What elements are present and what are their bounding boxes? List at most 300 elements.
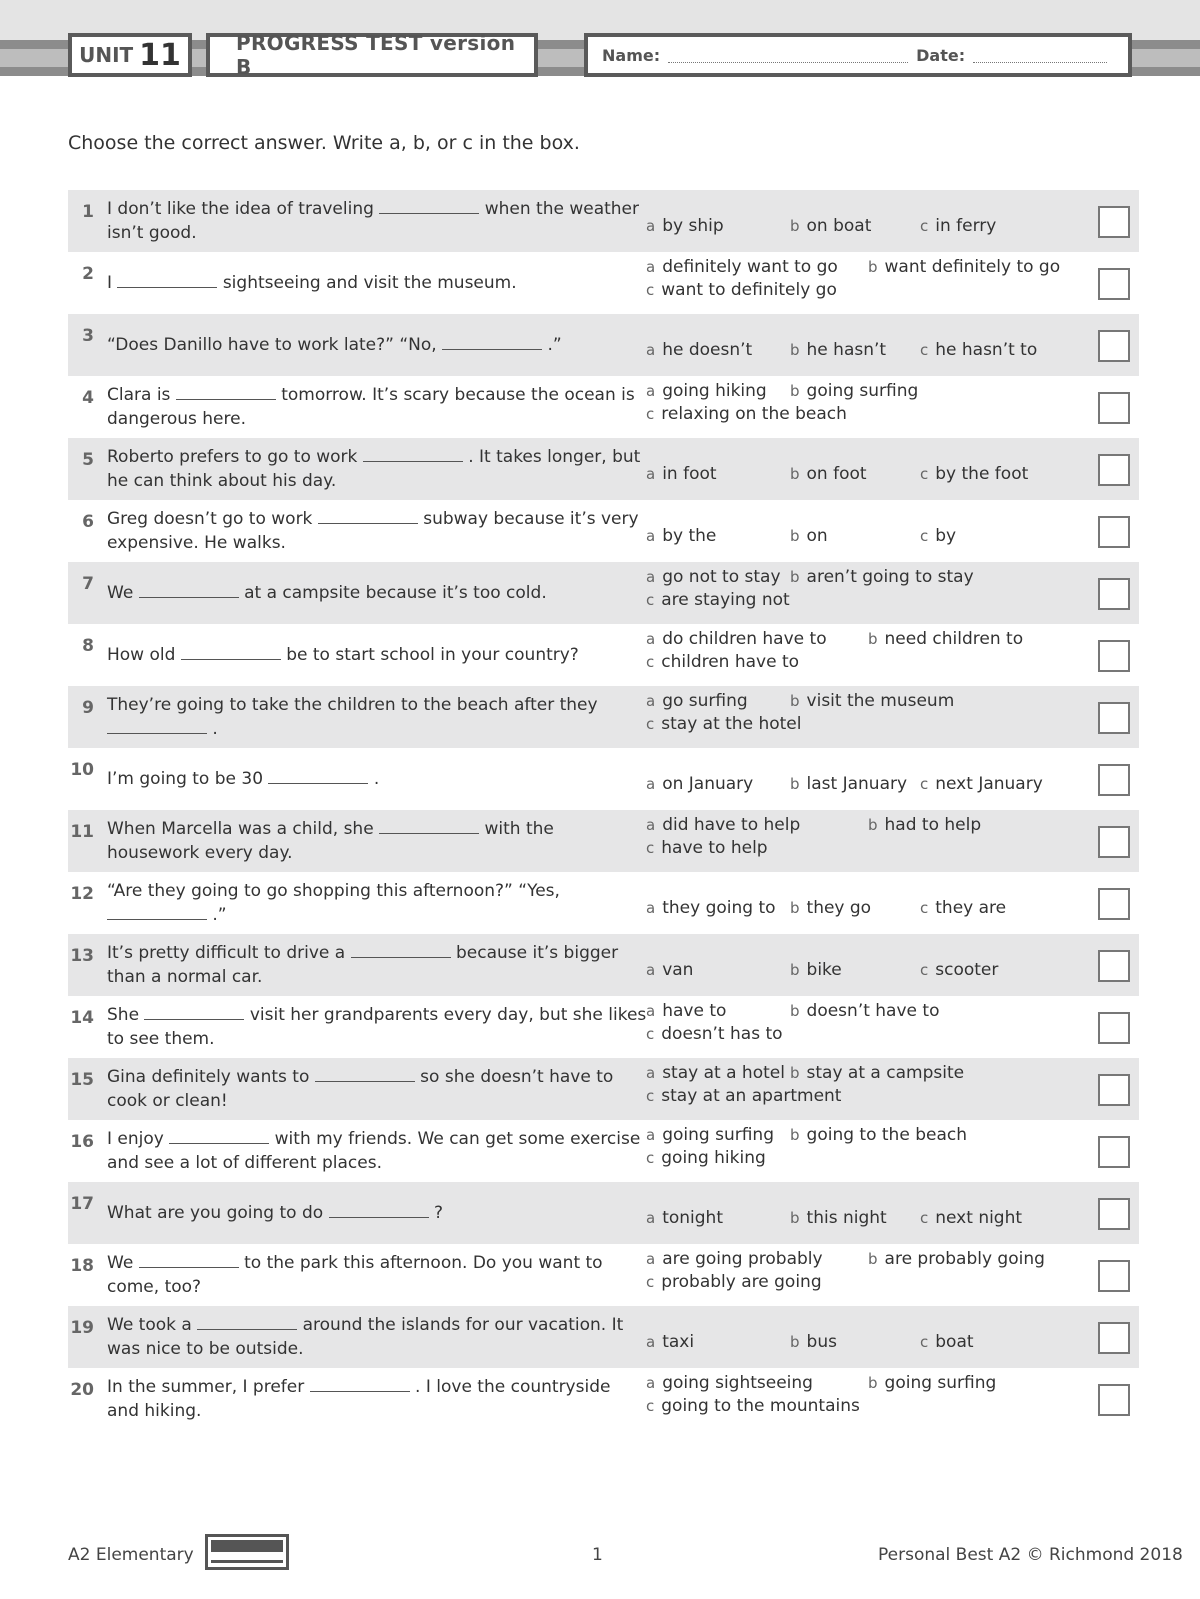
answer-blank	[139, 583, 239, 598]
question-row	[68, 872, 1139, 934]
option-a	[646, 960, 693, 980]
option-a	[646, 257, 838, 277]
option-letter: c	[646, 1025, 655, 1043]
question-row	[68, 624, 1139, 686]
option-letter: c	[920, 899, 929, 917]
question-number: 15	[70, 1070, 94, 1090]
option-letter: a	[646, 775, 656, 793]
option-text: by the foot	[935, 464, 1029, 484]
question-text-after: with the housework every day.	[107, 819, 554, 863]
option-letter: c	[920, 1333, 929, 1351]
option-text: going surfing	[806, 381, 919, 401]
option-text: he hasn’t to	[935, 340, 1038, 360]
question-number: 6	[82, 512, 94, 532]
answer-blank	[268, 769, 368, 784]
option-text: by ship	[662, 216, 724, 236]
option-text: relaxing on the beach	[661, 404, 847, 424]
question-text-after: sightseeing and visit the museum.	[222, 273, 517, 293]
answer-blank	[363, 447, 463, 462]
option-letter: c	[920, 961, 929, 979]
option-b	[790, 898, 871, 918]
question-row	[68, 1182, 1139, 1244]
option-letter: b	[868, 258, 878, 276]
option-b	[790, 526, 828, 546]
question-text	[107, 271, 647, 295]
name-label: Name:	[602, 45, 661, 65]
option-text: are staying not	[661, 590, 790, 610]
option-b	[790, 960, 842, 980]
option-text: last January	[806, 774, 908, 794]
question-number: 16	[70, 1132, 94, 1152]
answer-box[interactable]	[1098, 1012, 1130, 1044]
question-number: 17	[70, 1194, 94, 1214]
question-number: 14	[70, 1008, 94, 1028]
answer-box[interactable]	[1098, 1322, 1130, 1354]
option-b	[790, 381, 918, 401]
question-text-before: We	[107, 1253, 134, 1273]
option-text: going to the beach	[806, 1125, 967, 1145]
option-b	[790, 1063, 964, 1083]
question-text-before: Roberto prefers to go to work	[107, 447, 358, 467]
answer-blank	[379, 819, 479, 834]
question-text	[107, 941, 647, 989]
option-letter: a	[646, 630, 656, 648]
question-row	[68, 810, 1139, 872]
question-text-after: at a campsite because it’s too cold.	[244, 583, 547, 603]
answer-box[interactable]	[1098, 1198, 1130, 1230]
option-text: want to definitely go	[661, 280, 837, 300]
option-text: by	[935, 526, 957, 546]
option-text: on boat	[806, 216, 872, 236]
question-text	[107, 693, 647, 741]
option-letter: a	[646, 816, 656, 834]
option-text: next night	[935, 1208, 1023, 1228]
question-text-before: “Are they going to go shopping this afternoon?” “Yes,	[107, 881, 560, 901]
answer-blank	[107, 719, 207, 734]
option-text: they going to	[662, 898, 776, 918]
option-letter: b	[790, 1333, 800, 1351]
option-b	[790, 1001, 939, 1021]
question-text-before: When Marcella was a child, she	[107, 819, 374, 839]
option-letter: a	[646, 341, 656, 359]
answer-box[interactable]	[1098, 1260, 1130, 1292]
answer-box[interactable]	[1098, 1136, 1130, 1168]
question-text-before: I don’t like the idea of traveling	[107, 199, 374, 219]
option-text: have to help	[661, 838, 768, 858]
question-number: 5	[82, 450, 94, 470]
question-text-after: visit her grandparents every day, but she likes to see them.	[107, 1005, 647, 1049]
answer-blank	[351, 943, 451, 958]
option-c	[920, 898, 1006, 918]
question-text-before: It’s pretty difficult to drive a	[107, 943, 346, 963]
footer-level: A2 Elementary	[68, 1545, 194, 1565]
option-text: taxi	[662, 1332, 695, 1352]
question-text-before: Greg doesn’t go to work	[107, 509, 313, 529]
option-c	[920, 960, 998, 980]
option-letter: a	[646, 1333, 656, 1351]
question-number: 7	[82, 574, 94, 594]
question-text-before: I	[107, 273, 113, 293]
option-letter: c	[920, 217, 929, 235]
option-text: on January	[662, 774, 754, 794]
question-text-after: . I love the countryside and hiking.	[107, 1377, 611, 1421]
option-a	[646, 1332, 694, 1352]
option-b	[868, 257, 1060, 277]
question-text-before: I enjoy	[107, 1129, 164, 1149]
question-row	[68, 686, 1139, 748]
footer-copyright: Personal Best A2 © Richmond 2018	[878, 1545, 1183, 1565]
question-text-after: so she doesn’t have to cook or clean!	[107, 1067, 614, 1111]
question-text-after: with my friends. We can get some exercise and see a lot of different places.	[107, 1129, 641, 1173]
option-text: scooter	[935, 960, 999, 980]
question-text	[107, 1201, 647, 1225]
option-b	[868, 1373, 996, 1393]
option-a	[646, 1125, 774, 1145]
answer-box[interactable]	[1098, 826, 1130, 858]
question-text-after: . It takes longer, but he can think about his day.	[107, 447, 641, 491]
option-letter: c	[646, 715, 655, 733]
option-a	[646, 898, 776, 918]
option-b	[790, 1125, 967, 1145]
option-text: aren’t going to stay	[806, 567, 974, 587]
answer-blank	[181, 645, 281, 660]
option-text: they go	[806, 898, 872, 918]
option-letter: a	[646, 1126, 656, 1144]
answer-box[interactable]	[1098, 454, 1130, 486]
answer-blank	[117, 273, 217, 288]
page-number: 1	[592, 1545, 603, 1565]
option-c	[920, 340, 1037, 360]
question-text-before: Clara is	[107, 385, 171, 405]
option-text: doesn’t have to	[806, 1001, 940, 1021]
option-letter: a	[646, 1064, 656, 1082]
option-letter: c	[920, 341, 929, 359]
question-row	[68, 1058, 1139, 1120]
question-text-before: How old	[107, 645, 176, 665]
date-label: Date:	[916, 45, 966, 65]
answer-blank	[329, 1203, 429, 1218]
option-letter: a	[646, 1002, 656, 1020]
test-title-box	[206, 33, 538, 77]
option-letter: a	[646, 465, 656, 483]
option-text: stay at a campsite	[806, 1063, 965, 1083]
answer-box[interactable]	[1098, 330, 1130, 362]
option-letter: b	[790, 961, 800, 979]
question-text-after: .”	[212, 905, 227, 925]
option-text: in ferry	[935, 216, 997, 236]
option-text: stay at the hotel	[661, 714, 802, 734]
option-letter: a	[646, 1250, 656, 1268]
question-text	[107, 197, 647, 245]
question-row	[68, 190, 1139, 252]
option-a	[646, 526, 716, 546]
question-row	[68, 252, 1139, 314]
option-text: on foot	[806, 464, 867, 484]
option-b	[790, 567, 974, 587]
question-row	[68, 748, 1139, 810]
option-letter: c	[920, 1209, 929, 1227]
question-text-before: In the summer, I prefer	[107, 1377, 305, 1397]
option-letter: b	[790, 568, 800, 586]
question-text-after: .”	[547, 335, 562, 355]
option-text: van	[662, 960, 694, 980]
question-text-before: What are you going to do	[107, 1203, 324, 1223]
option-c	[646, 714, 801, 734]
option-text: going surfing	[884, 1373, 997, 1393]
name-date-box	[584, 33, 1132, 77]
question-text	[107, 507, 647, 555]
option-text: this night	[806, 1208, 887, 1228]
option-letter: a	[646, 961, 656, 979]
option-c	[920, 526, 956, 546]
question-number: 19	[70, 1318, 94, 1338]
option-letter: b	[790, 527, 800, 545]
option-letter: c	[646, 1149, 655, 1167]
option-text: going hiking	[662, 381, 767, 401]
question-row	[68, 314, 1139, 376]
option-a	[646, 464, 717, 484]
answer-blank	[176, 385, 276, 400]
option-letter: b	[868, 1250, 878, 1268]
option-c	[920, 1208, 1022, 1228]
question-text	[107, 1127, 647, 1175]
option-b	[868, 1249, 1045, 1269]
option-b	[790, 1332, 837, 1352]
question-row	[68, 1306, 1139, 1368]
option-text: did have to help	[662, 815, 801, 835]
option-a	[646, 216, 724, 236]
question-row	[68, 996, 1139, 1058]
option-a	[646, 340, 752, 360]
option-text: he hasn’t	[806, 340, 887, 360]
question-text	[107, 1313, 647, 1361]
question-row	[68, 562, 1139, 624]
question-text	[107, 1375, 647, 1423]
option-text: have to	[662, 1001, 727, 1021]
option-letter: c	[646, 1087, 655, 1105]
answer-box[interactable]	[1098, 578, 1130, 610]
option-letter: b	[790, 1064, 800, 1082]
question-text-after: to the park this afternoon. Do you want to come, too?	[107, 1253, 603, 1297]
unit-label: UNIT	[79, 43, 134, 67]
answer-box[interactable]	[1098, 516, 1130, 548]
option-b	[790, 216, 871, 236]
question-number: 12	[70, 884, 94, 904]
question-text-before: They’re going to take the children to the beach after they	[107, 695, 598, 715]
question-text-after: when the weather isn’t good.	[107, 199, 640, 243]
question-text-before: I’m going to be 30	[107, 769, 264, 789]
question-text-after: subway because it’s very expensive. He walks.	[107, 509, 639, 553]
question-number: 4	[82, 388, 94, 408]
question-number: 3	[82, 326, 94, 346]
option-letter: a	[646, 899, 656, 917]
question-row	[68, 500, 1139, 562]
answer-box[interactable]	[1098, 764, 1130, 796]
question-text-after: tomorrow. It’s scary because the ocean is dangerous here.	[107, 385, 635, 429]
option-b	[790, 464, 867, 484]
option-letter: b	[868, 630, 878, 648]
option-b	[790, 340, 886, 360]
question-number: 18	[70, 1256, 94, 1276]
option-text: definitely want to go	[662, 257, 838, 277]
question-text-after: around the islands for our vacation. It was nice to be outside.	[107, 1315, 624, 1359]
option-c	[646, 590, 790, 610]
option-c	[646, 1086, 841, 1106]
option-text: by the	[662, 526, 717, 546]
option-letter: c	[920, 465, 929, 483]
question-text-after: be to start school in your country?	[286, 645, 579, 665]
answer-box[interactable]	[1098, 888, 1130, 920]
option-text: probably are going	[661, 1272, 822, 1292]
option-letter: a	[646, 1374, 656, 1392]
option-text: on	[806, 526, 828, 546]
question-text-after: ?	[433, 1203, 443, 1223]
question-text-after: .	[373, 769, 380, 789]
option-letter: b	[868, 1374, 878, 1392]
question-number: 2	[82, 264, 94, 284]
option-b	[868, 815, 981, 835]
answer-blank	[107, 905, 207, 920]
option-text: doesn’t has to	[661, 1024, 783, 1044]
option-letter: b	[790, 1209, 800, 1227]
question-number: 8	[82, 636, 94, 656]
unit-box	[68, 33, 192, 77]
answer-blank	[139, 1253, 239, 1268]
option-a	[646, 1208, 723, 1228]
option-text: tonight	[662, 1208, 723, 1228]
option-b	[790, 774, 907, 794]
answer-blank	[169, 1129, 269, 1144]
option-b	[868, 629, 1023, 649]
option-c	[646, 1148, 766, 1168]
option-letter: a	[646, 1209, 656, 1227]
question-row	[68, 376, 1139, 438]
option-text: children have to	[661, 652, 800, 672]
option-c	[920, 774, 1043, 794]
date-field[interactable]	[973, 48, 1107, 63]
answer-blank	[318, 509, 418, 524]
question-number: 1	[82, 202, 94, 222]
option-text: stay at an apartment	[661, 1086, 842, 1106]
question-row	[68, 934, 1139, 996]
option-letter: c	[646, 653, 655, 671]
option-a	[646, 567, 781, 587]
option-letter: b	[790, 1126, 800, 1144]
question-text	[107, 1251, 647, 1299]
question-text-after: because it’s bigger than a normal car.	[107, 943, 619, 987]
option-letter: b	[868, 816, 878, 834]
question-number: 10	[70, 760, 94, 780]
question-number: 11	[70, 822, 94, 842]
option-letter: a	[646, 527, 656, 545]
answer-blank	[197, 1315, 297, 1330]
question-text	[107, 817, 647, 865]
option-text: go not to stay	[662, 567, 781, 587]
option-letter: c	[646, 405, 655, 423]
option-c	[920, 216, 996, 236]
option-letter: b	[790, 465, 800, 483]
test-title: PROGRESS TEST version B	[236, 31, 516, 79]
option-c	[646, 404, 847, 424]
instruction: Choose the correct answer. Write a, b, or c in the box.	[68, 132, 580, 154]
option-letter: a	[646, 258, 656, 276]
option-c	[646, 838, 768, 858]
option-a	[646, 1063, 785, 1083]
option-text: bus	[806, 1332, 837, 1352]
option-letter: c	[646, 1273, 655, 1291]
answer-blank	[315, 1067, 415, 1082]
answer-blank	[379, 199, 479, 214]
option-letter: a	[646, 217, 656, 235]
option-letter: b	[790, 692, 800, 710]
option-text: going surfing	[662, 1125, 774, 1145]
option-c	[646, 1024, 783, 1044]
option-letter: c	[646, 591, 655, 609]
option-text: they are	[935, 898, 1007, 918]
question-text-before: She	[107, 1005, 140, 1025]
option-text: go surfing	[662, 691, 748, 711]
answer-box[interactable]	[1098, 268, 1130, 300]
option-text: are probably going	[884, 1249, 1045, 1269]
option-c	[646, 652, 799, 672]
question-text-before: Gina definitely wants to	[107, 1067, 310, 1087]
option-text: boat	[935, 1332, 974, 1352]
option-b	[790, 1208, 887, 1228]
option-a	[646, 381, 767, 401]
option-letter: a	[646, 382, 656, 400]
option-text: in foot	[662, 464, 717, 484]
question-number: 13	[70, 946, 94, 966]
question-text	[107, 581, 647, 605]
option-text: going hiking	[661, 1148, 766, 1168]
option-text: are going probably	[662, 1249, 823, 1269]
question-row	[68, 1120, 1139, 1182]
answer-box[interactable]	[1098, 702, 1130, 734]
personal-best-logo	[205, 1534, 289, 1570]
answer-blank	[144, 1005, 244, 1020]
option-c	[920, 1332, 974, 1352]
question-row	[68, 1368, 1139, 1430]
answer-box[interactable]	[1098, 1074, 1130, 1106]
option-text: need children to	[884, 629, 1024, 649]
option-text: bike	[806, 960, 842, 980]
question-row	[68, 438, 1139, 500]
question-text	[107, 879, 647, 927]
option-b	[790, 691, 954, 711]
option-text: want definitely to go	[884, 257, 1061, 277]
option-letter: b	[790, 217, 800, 235]
answer-box[interactable]	[1098, 1384, 1130, 1416]
option-text: do children have to	[662, 629, 827, 649]
option-letter: c	[920, 775, 929, 793]
answer-box[interactable]	[1098, 950, 1130, 982]
option-letter: b	[790, 775, 800, 793]
unit-number: 11	[139, 37, 181, 73]
name-field[interactable]	[668, 48, 908, 63]
question-text	[107, 1065, 647, 1113]
answer-box[interactable]	[1098, 206, 1130, 238]
answer-box[interactable]	[1098, 640, 1130, 672]
option-a	[646, 1373, 813, 1393]
question-text	[107, 643, 647, 667]
question-text-before: “Does Danillo have to work late?” “No,	[107, 335, 437, 355]
option-letter: b	[790, 382, 800, 400]
question-text-before: We	[107, 583, 134, 603]
option-a	[646, 1249, 823, 1269]
answer-box[interactable]	[1098, 392, 1130, 424]
question-text-after: .	[212, 719, 218, 739]
question-text	[107, 445, 647, 493]
